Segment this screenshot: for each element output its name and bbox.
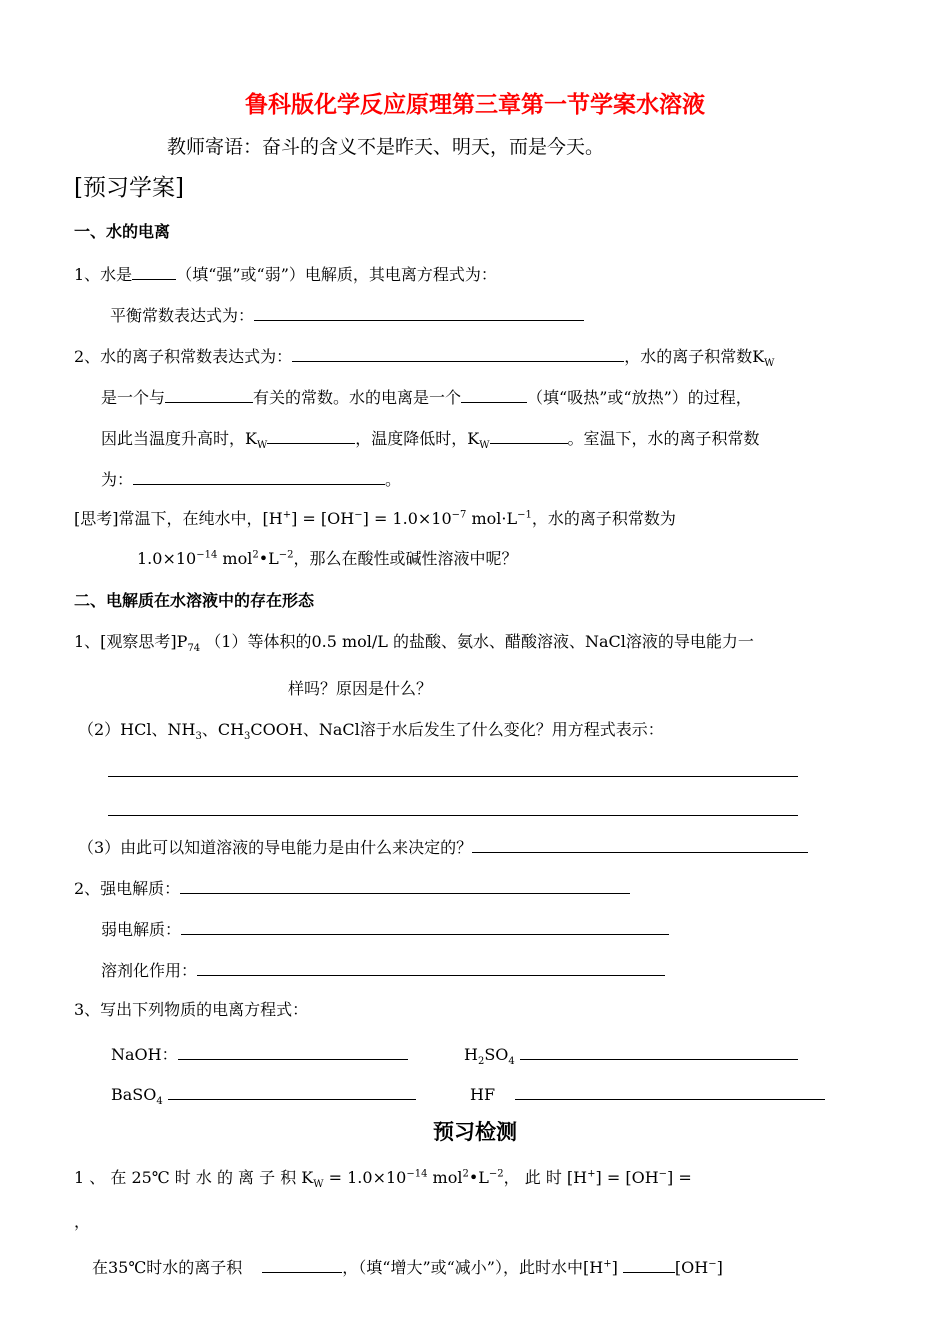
naoh-line: NaOH： xyxy=(111,1043,408,1065)
teacher-motto: 教师寄语：奋斗的含义不是昨天、明天，而是今天。 xyxy=(167,136,605,158)
section-1-heading: 一、水的电离 xyxy=(74,222,171,241)
question-2-line-4: 为： 。 xyxy=(101,470,402,489)
check-question-1-line-2: 在35℃时水的离子积 ，（填“增大”或“减小”），此时水中[H+] [OH−] xyxy=(92,1258,723,1277)
blank[interactable] xyxy=(623,1256,675,1273)
think-line-1: [思考]常温下，在纯水中，$[H^+] = [OH^-] = 1.0\times 10^{-7}$ $mol\cdot L^{-1}$，水的离子积常数为 xyxy=(74,509,676,528)
blank[interactable] xyxy=(197,959,665,976)
baso4-line: BaSO$_4$ xyxy=(111,1083,416,1105)
answer-line[interactable] xyxy=(108,815,798,816)
observe-line-2: 样吗？原因是什么？ xyxy=(288,679,433,698)
blank[interactable] xyxy=(490,427,568,444)
check-question-1-line-1: 1 、 在 25℃ 时 水 的 离 子 积 $K_W = 1.0\times 10^{-14}$ $mol^2•L^{-2}$， 此 时 [H+] = [OH−] = xyxy=(74,1168,692,1191)
h2so4-line: $H_2SO_4$ xyxy=(464,1043,798,1065)
observe-line-1: 1、[观察思考]$P_{74}$ （1）等体积的0.5 mol/L 的盐酸、氨水、醋酸溶液、NaCl溶液的导电能力一 xyxy=(74,632,754,655)
question-3-prompt: 3、写出下列物质的电离方程式： xyxy=(74,1000,309,1019)
blank[interactable] xyxy=(262,1256,342,1273)
observe-part-2: （2）HCl、$NH_3$、$CH_3COOH$、NaCl溶于水后发生了什么变化？用方程式表示： xyxy=(78,720,664,743)
blank[interactable] xyxy=(292,345,624,362)
blank[interactable] xyxy=(181,918,669,935)
question-2-line-1: 2、水的离子积常数表达式为： ，水的离子积常数$K_W$ xyxy=(74,347,775,370)
hf-line: HF xyxy=(470,1083,825,1105)
blank[interactable] xyxy=(133,468,385,485)
check-heading: 预习检测 xyxy=(433,1119,517,1144)
observe-part-3: （3）由此可以知道溶液的导电能力是由什么来决定的？ xyxy=(78,836,808,858)
question-1-line-1: 1、水是 （填“强”或“弱”）电解质，其电离方程式为： xyxy=(74,265,497,284)
check-question-1-comma: ， xyxy=(74,1212,91,1231)
blank[interactable] xyxy=(520,1043,798,1060)
question-2-line-3: 因此当温度升高时，$K_W$ ，温度降低时，$K_W$ 。室温下，水的离子积常数 xyxy=(101,429,760,452)
blank[interactable] xyxy=(267,427,355,444)
blank[interactable] xyxy=(515,1083,825,1100)
answer-line[interactable] xyxy=(108,776,798,777)
section-2-heading: 二、电解质在水溶液中的存在形态 xyxy=(74,591,315,610)
blank[interactable] xyxy=(168,1083,416,1100)
question-1-line-2: 平衡常数表达式为： xyxy=(110,304,584,326)
strong-electrolyte-line: 2、强电解质： xyxy=(74,877,630,899)
blank[interactable] xyxy=(254,304,584,321)
preview-heading: [预习学案] xyxy=(74,175,184,201)
blank[interactable] xyxy=(180,877,630,894)
think-line-2: $1.0\times 10^{-14}$ $mol^2•L^{-2}$，那么在酸性或碱性溶液中呢？ xyxy=(137,549,518,568)
blank[interactable] xyxy=(178,1043,408,1060)
blank[interactable] xyxy=(165,386,253,403)
solvation-line: 溶剂化作用： xyxy=(101,959,665,981)
blank[interactable] xyxy=(461,386,527,403)
question-2-line-2: 是一个与 有关的常数。水的电离是一个 （填“吸热”或“放热”）的过程， xyxy=(101,388,752,407)
blank[interactable] xyxy=(132,263,176,280)
blank[interactable] xyxy=(472,836,808,853)
weak-electrolyte-line: 弱电解质： xyxy=(101,918,669,940)
document-title: 鲁科版化学反应原理第三章第一节学案水溶液 xyxy=(245,91,705,118)
